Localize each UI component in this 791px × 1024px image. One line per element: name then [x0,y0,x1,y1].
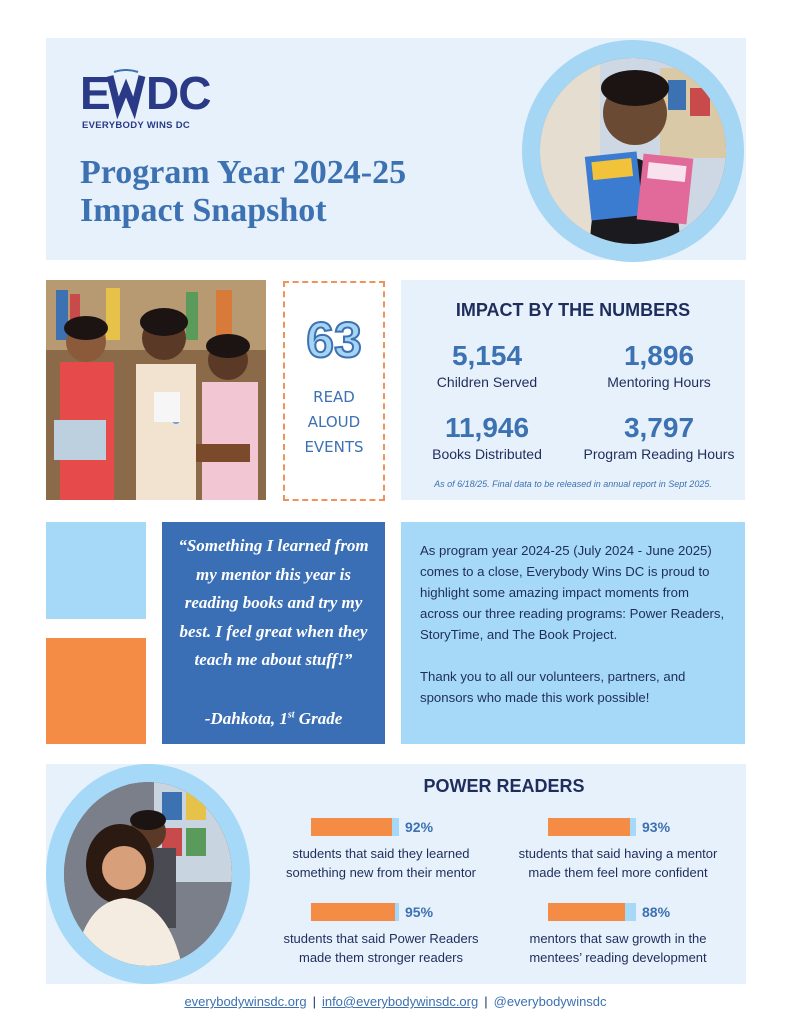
title-line-2: Impact Snapshot [80,192,327,229]
stat-value: 3,797 [623,412,695,443]
photo-mentor-hugging-student [64,782,232,966]
footer-separator: | [484,994,488,1009]
pr-label [261,844,501,882]
pr-bar [548,903,688,921]
pr-stat-mentors-saw-growth [498,903,738,967]
pr-label [498,844,738,882]
pr-bar [311,903,451,921]
pr-bar [311,818,451,836]
quote-author-sup: st [287,709,295,721]
logo [80,68,220,130]
footer-separator: | [312,994,316,1009]
read-aloud-label [285,385,383,460]
intro-paragraph-2: Thank you to all our volunteers, partners, and sponsors who made this work possible! [420,669,686,705]
stat-children-served [401,340,573,390]
stat-label: Program Reading Hours [583,446,735,462]
stat-value: 11,946 [444,412,530,443]
pr-label-line-1: students that said having a mentor [518,846,718,861]
pr-label-line-2: made them stronger readers [298,950,464,965]
pr-bar-fill [548,818,630,836]
pr-stat-stronger-readers [261,903,501,967]
read-aloud-label-line-1: READ [313,388,355,406]
pr-label-line-1: students that said they learned [292,846,470,861]
stat-program-reading-hours [573,412,745,462]
quote-text: “Something I learned from my mentor this year is reading books and try my best. I feel great when they teach me about stuff!” [178,536,369,669]
page-title [80,154,406,230]
footer-email-link[interactable]: info@everybodywinsdc.org [321,994,479,1009]
read-aloud-count: 63 [306,312,362,368]
stat-books-distributed [401,412,573,462]
pr-label-line-2: mentees’ reading development [529,950,707,965]
stat-label: Children Served [436,374,538,390]
pr-label-line-2: something new from their mentor [285,865,477,880]
pr-percent: 92% [405,819,434,835]
read-aloud-label-line-3: EVENTS [304,438,364,456]
stat-value: 1,896 [623,340,695,371]
pr-stat-more-confident [498,818,738,882]
photo-three-girls-with-books [46,280,266,500]
pr-bar-fill [311,818,392,836]
pr-percent: 88% [642,904,671,920]
pr-photo-illustration [64,782,232,966]
pr-label-line-1: mentors that saw growth in the [529,931,707,946]
pr-bar [548,818,688,836]
pr-percent: 95% [405,904,434,920]
read-aloud-events-box [283,281,385,501]
read-aloud-label-line-2: ALOUD [307,413,361,431]
footer-website-link[interactable]: everybodywinsdc.org [184,994,307,1009]
stat-label: Mentoring Hours [607,374,711,390]
footer-social-handle: @everybodywinsdc [493,994,607,1009]
impact-numbers-panel [401,280,745,500]
intro-paragraph-1: As program year 2024-25 (July 2024 - June 2025) comes to a close, Everybody Wins DC is proud to highlight some amazing impact moments from across our three reading programs: Power Readers, StoryTime, and The Book Project. [420,543,725,642]
pr-percent: 93% [642,819,671,835]
pr-label-line-2: made them feel more confident [528,865,708,880]
pr-label-line-1: students that said Power Readers [283,931,479,946]
header-photo-girl-with-books [540,58,726,244]
footer [0,994,791,1009]
impact-note: As of 6/18/25. Final data to be released in annual report in Sept 2025. [434,479,712,489]
impact-numbers-title: IMPACT BY THE NUMBERS [455,300,691,320]
pr-label [261,929,501,967]
quote-author-grade: Grade [294,709,343,728]
logo-subtitle: EVERYBODY WINS DC [82,120,191,131]
pr-stat-learned-something-new [261,818,501,882]
decorative-orange-square [46,638,146,744]
intro-text-box [401,522,745,744]
pr-label [498,929,738,967]
header-photo-illustration [540,58,726,244]
title-line-1: Program Year 2024-25 [80,154,407,191]
decorative-blue-square [46,522,146,619]
student-quote-box [162,522,385,744]
pr-bar-fill [311,903,395,921]
stat-label: Books Distributed [432,446,542,462]
stat-value: 5,154 [451,340,523,371]
quote-author [162,709,385,729]
kids-photo-illustration [46,280,266,500]
stat-mentoring-hours [573,340,745,390]
quote-author-name: -Dahkota, 1 [204,709,288,728]
logo-text: E DC [80,67,211,119]
pr-bar-fill [548,903,625,921]
power-readers-title: POWER READERS [423,776,585,796]
